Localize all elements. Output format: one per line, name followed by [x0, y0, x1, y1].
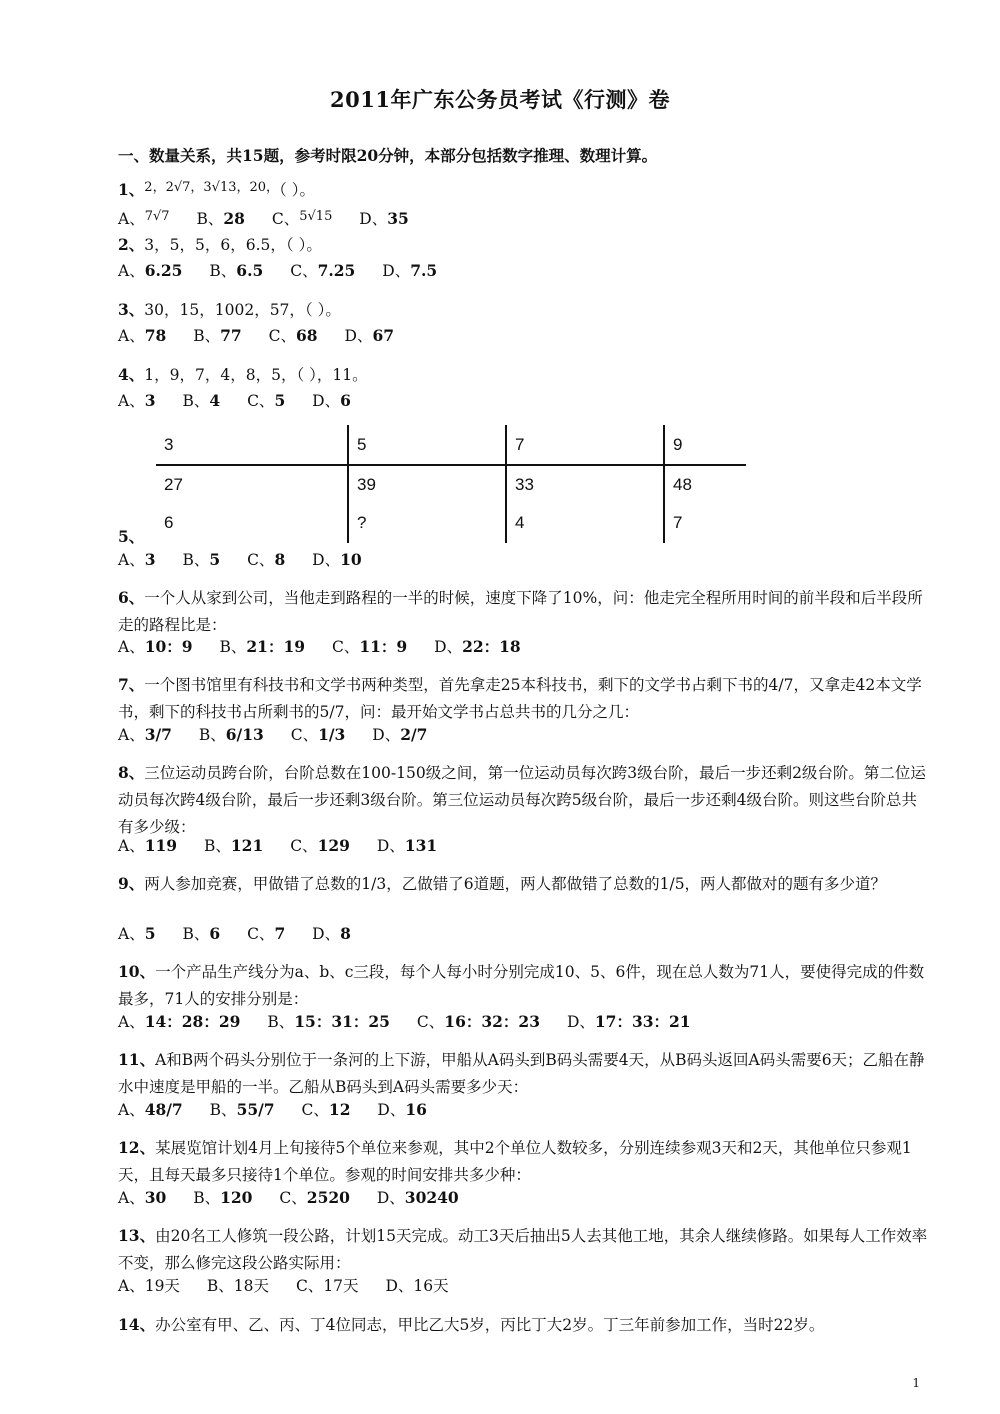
- option-b: B、6.5: [209, 261, 264, 280]
- table-cell: 48: [673, 475, 692, 494]
- question-number: 7、: [118, 675, 145, 694]
- number-grid-table: [156, 425, 746, 543]
- section-heading: 一、数量关系，共15题，参考时限20分钟，本部分包括数字推理、数理计算。: [118, 146, 658, 165]
- option-d: D、2/7: [372, 725, 428, 744]
- option-d: D、67: [344, 326, 395, 345]
- question-5: [118, 525, 144, 547]
- options-8: [118, 834, 459, 856]
- option-c: C、129: [290, 836, 350, 855]
- option-a: A、119: [118, 836, 178, 855]
- option-b: B、15：31：25: [267, 1012, 390, 1031]
- option-d: D、35: [359, 209, 409, 228]
- option-d: D、16天: [385, 1277, 449, 1295]
- option-b: B、120: [193, 1188, 253, 1207]
- option-d: D、6: [312, 391, 351, 410]
- question-4: [118, 363, 368, 385]
- option-a: A、$^{7√7}$: [118, 209, 170, 228]
- option-a: A、3: [118, 391, 156, 410]
- question-number: 6、: [118, 588, 145, 607]
- question-8: [118, 759, 930, 841]
- options-2: [118, 259, 459, 281]
- table-divider: [347, 425, 349, 543]
- option-c: C、68: [268, 326, 318, 345]
- question-number: 13、: [118, 1226, 156, 1245]
- question-text: 一个人从家到公司，当他走到路程的一半的时候，速度下降了10%，问：他走完全程所用时间的前半段和后半段所走的路程比是：: [118, 589, 923, 634]
- question-9: [118, 870, 930, 898]
- options-12: [118, 1186, 481, 1208]
- question-10: [118, 958, 930, 1013]
- option-a: A、14：28：29: [118, 1012, 241, 1031]
- page-number: 1: [912, 1376, 920, 1390]
- options-9: [118, 922, 373, 944]
- option-d: D、10: [312, 550, 362, 569]
- table-cell: 5: [357, 435, 367, 454]
- option-a: A、30: [118, 1188, 167, 1207]
- table-cell: 39: [357, 475, 376, 494]
- question-number: 4、: [118, 365, 145, 384]
- question-text: 30，15，1002，57，（ ）。: [144, 301, 341, 319]
- question-11: [118, 1046, 930, 1101]
- option-b: B、28: [196, 209, 245, 228]
- question-text: 一个图书馆里有科技书和文学书两种类型，首先拿走25本科技书，剩下的文学书占剩下书的4/7，又拿走42本文学书，剩下的科技书占所剩书的5/7，问：最开始文学书占总共书的几分之几：: [118, 676, 922, 721]
- option-c: C、5: [247, 391, 286, 410]
- question-12: [118, 1134, 930, 1189]
- option-b: B、6: [182, 924, 221, 943]
- option-d: D、8: [312, 924, 351, 943]
- options-4: [118, 389, 373, 411]
- question-text: 1，9，7，4，8，5，（ ），11。: [144, 366, 368, 384]
- options-13: [118, 1274, 471, 1296]
- option-d: D、16: [377, 1100, 427, 1119]
- option-a: A、5: [118, 924, 156, 943]
- table-cell: 9: [673, 435, 683, 454]
- option-c: C、$^{5√15}$: [271, 209, 333, 228]
- option-a: A、3: [118, 550, 156, 569]
- question-number: 11、: [118, 1050, 156, 1069]
- table-divider: [156, 464, 746, 466]
- option-b: B、4: [182, 391, 221, 410]
- table-cell: 7: [515, 435, 525, 454]
- question-text: 由20名工人修筑一段公路，计划15天完成。动工3天后抽出5人去其他工地，其余人继续修路。如果每人工作效率不变，那么修完这段公路实际用：: [118, 1227, 928, 1272]
- question-text: 三位运动员跨台阶，台阶总数在100-150级之间，第一位运动员每次跨3级台阶，最后一步还剩2级台阶。第二位运动员每次跨4级台阶，最后一步还剩3级台阶。第三位运动员每次跨5级台阶，最后一步还剩4级台阶。则这些台阶总共有多少级：: [118, 764, 926, 836]
- document-title: 2011年广东公务员考试《行测》卷: [330, 87, 670, 112]
- question-blank: （ ）。: [279, 181, 315, 199]
- option-d: D、7.5: [382, 261, 438, 280]
- question-number: 2、: [118, 235, 145, 254]
- option-b: B、6/13: [198, 725, 264, 744]
- option-c: C、12: [301, 1100, 351, 1119]
- table-cell: 3: [164, 435, 174, 454]
- option-d: D、22：18: [434, 637, 521, 656]
- option-b: B、77: [193, 326, 242, 345]
- question-14: [118, 1311, 930, 1339]
- option-b: B、121: [204, 836, 264, 855]
- question-number: 8、: [118, 763, 145, 782]
- question-text: A和B两个码头分别位于一条河的上下游，甲船从A码头到B码头需要4天，从B码头返回A码头需要6天；乙船在静水中速度是甲船的一半。乙船从B码头到A码头需要多少天：: [118, 1051, 925, 1096]
- question-number: 9、: [118, 874, 145, 893]
- option-c: C、1/3: [290, 725, 346, 744]
- options-7: [118, 723, 449, 745]
- options-5: [118, 548, 384, 570]
- options-10: [118, 1010, 713, 1032]
- option-c: C、16：32：23: [416, 1012, 540, 1031]
- question-text: 某展览馆计划4月上旬接待5个单位来参观，其中2个单位人数较多，分别连续参观3天和2天，其他单位只参观1天，且每天最多只接待1个单位。参观的时间安排共多少种：: [118, 1139, 912, 1184]
- question-13: [118, 1222, 930, 1277]
- question-number: 12、: [118, 1138, 156, 1157]
- option-c: C、8: [247, 550, 286, 569]
- question-text: 3，5，5，6，6.5，（ ）。: [144, 236, 322, 254]
- options-1: [118, 207, 431, 229]
- question-number: 10、: [118, 962, 156, 981]
- option-c: C、7: [247, 924, 286, 943]
- option-a: A、3/7: [118, 725, 172, 744]
- question-1: [118, 178, 315, 200]
- option-a: A、6.25: [118, 261, 183, 280]
- options-6: [118, 635, 543, 657]
- table-cell: 6: [164, 513, 174, 532]
- option-d: D、17：33：21: [566, 1012, 691, 1031]
- option-b: B、55/7: [209, 1100, 275, 1119]
- option-a: A、48/7: [118, 1100, 183, 1119]
- table-divider: [663, 425, 665, 543]
- table-cell: 27: [164, 475, 183, 494]
- question-number: 1、: [118, 180, 145, 199]
- option-a: A、10：9: [118, 637, 193, 656]
- question-text: 两人参加竞赛，甲做错了总数的1/3，乙做错了6道题，两人都做错了总数的1/5，两人都做对的题有多少道？: [144, 875, 887, 893]
- option-c: C、2520: [279, 1188, 350, 1207]
- table-cell: 7: [673, 513, 683, 532]
- option-b: B、21：19: [219, 637, 306, 656]
- table-cell: 4: [515, 513, 525, 532]
- question-2: [118, 233, 322, 255]
- option-b: B、5: [182, 550, 221, 569]
- option-c: C、7.25: [290, 261, 356, 280]
- option-b: B、18天: [206, 1277, 269, 1295]
- options-3: [118, 324, 416, 346]
- question-number: 3、: [118, 300, 145, 319]
- math-sequence: 2，2√7，3√13，20，: [144, 180, 280, 195]
- table-cell: 33: [515, 475, 534, 494]
- option-c: C、17天: [295, 1277, 359, 1295]
- question-number: 14、: [118, 1315, 156, 1334]
- question-text: 办公室有甲、乙、丙、丁4位同志，甲比乙大5岁，丙比丁大2岁。丁三年前参加工作，当时22岁。: [155, 1316, 825, 1334]
- table-cell: ?: [357, 513, 367, 532]
- question-number: 5、: [118, 527, 145, 546]
- question-3: [118, 298, 341, 320]
- question-7: [118, 671, 930, 726]
- options-11: [118, 1098, 449, 1120]
- option-a: A、78: [118, 326, 167, 345]
- question-text: 一个产品生产线分为a、b、c三段，每个人每小时分别完成10、5、6件，现在总人数为71人，要使得完成的件数最多，71人的安排分别是：: [118, 963, 925, 1008]
- option-a: A、19天: [118, 1277, 180, 1295]
- option-d: D、131: [376, 836, 438, 855]
- option-d: D、30240: [376, 1188, 459, 1207]
- option-c: C、11：9: [331, 637, 408, 656]
- table-divider: [505, 425, 507, 543]
- question-6: [118, 584, 930, 639]
